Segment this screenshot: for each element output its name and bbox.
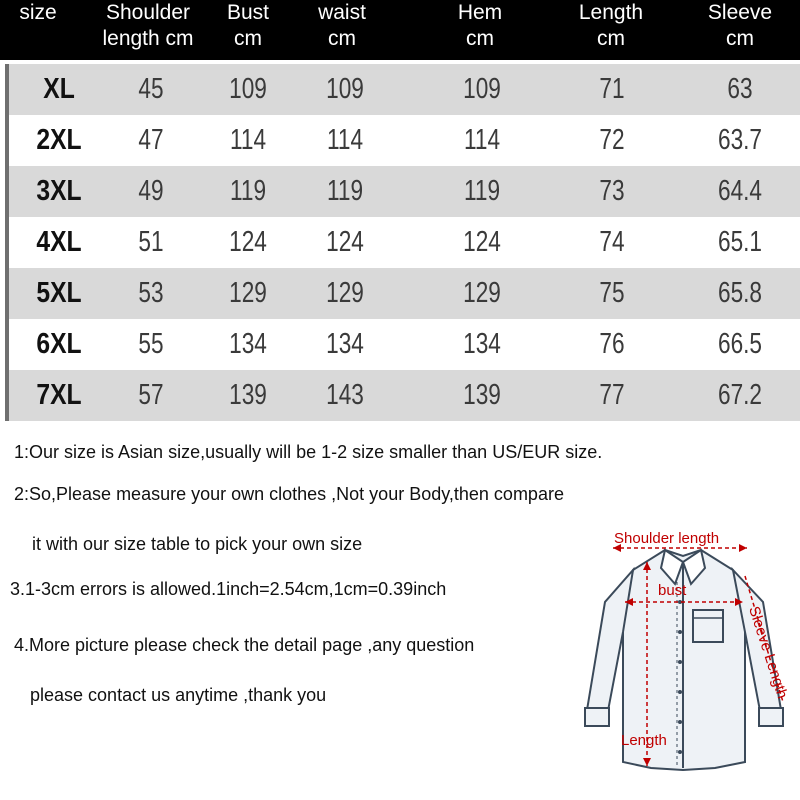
waist-cell: 134 [326, 328, 364, 360]
hem-cell: 139 [463, 379, 501, 411]
length-cell: 73 [599, 175, 625, 207]
waist-cell: 109 [326, 73, 364, 105]
bust-cell: 124 [229, 226, 267, 258]
table-row [9, 319, 800, 370]
hem-cell: 129 [463, 277, 501, 309]
bust-cell: 114 [229, 124, 267, 156]
waist-cell: 114 [326, 124, 364, 156]
size-cell: 2XL [36, 124, 82, 156]
length-cell: 75 [599, 277, 625, 309]
header-bust: Bust cm [226, 1, 270, 50]
table-row [9, 64, 800, 115]
length-cell: 72 [599, 124, 625, 156]
sleeve-cell: 66.5 [717, 328, 763, 360]
note-compare-table: it with our size table to pick your own size [32, 534, 363, 554]
shoulder-cell: 45 [138, 73, 164, 105]
table-row [9, 115, 800, 166]
size-cell: 4XL [36, 226, 82, 258]
size-table-header [0, 0, 800, 60]
length-cell: 76 [599, 328, 625, 360]
sleeve-cell: 63.7 [717, 124, 763, 156]
hem-cell: 134 [463, 328, 501, 360]
waist-cell: 143 [326, 379, 364, 411]
note-contact-us: please contact us anytime ,thank you [30, 685, 327, 705]
size-cell: XL [43, 73, 75, 105]
sleeve-length-label: Sleeve Length [745, 604, 791, 701]
waist-cell: 124 [326, 226, 364, 258]
shoulder-cell: 53 [138, 277, 164, 309]
header-shoulder: Shoulder length cm [102, 1, 194, 50]
shoulder-cell: 51 [138, 226, 164, 258]
table-row [9, 268, 800, 319]
size-cell: 6XL [36, 328, 82, 360]
shoulder-length-label: Shoulder length [614, 530, 720, 547]
note-errors-allowed: 3.1-3cm errors is allowed.1inch=2.54cm,1cm=0.39inch [10, 579, 447, 599]
length-cell: 74 [599, 226, 625, 258]
shoulder-cell: 57 [138, 379, 164, 411]
waist-cell: 119 [326, 175, 364, 207]
header-size: size [19, 1, 57, 24]
size-cell: 7XL [36, 379, 82, 411]
bust-cell: 109 [229, 73, 267, 105]
length-cell: 71 [599, 73, 625, 105]
hem-cell: 109 [463, 73, 501, 105]
header-waist: waist cm [318, 1, 366, 50]
length-label: Length [621, 732, 667, 749]
sleeve-cell: 64.4 [717, 175, 763, 207]
sleeve-cell: 65.8 [717, 277, 763, 309]
size-cell: 5XL [36, 277, 82, 309]
header-sleeve: Sleeve cm [707, 1, 773, 50]
size-table [5, 64, 800, 421]
waist-cell: 129 [326, 277, 364, 309]
sleeve-cell: 67.2 [717, 379, 763, 411]
shoulder-cell: 47 [138, 124, 164, 156]
hem-cell: 114 [463, 124, 501, 156]
sleeve-cell: 63 [727, 73, 753, 105]
header-length: Length cm [578, 1, 644, 50]
header-hem: Hem cm [457, 1, 503, 50]
bust-label: bust [658, 582, 687, 599]
shoulder-cell: 49 [138, 175, 164, 207]
table-row [9, 217, 800, 268]
note-measure-clothes: 2:So,Please measure your own clothes ,Not your Body,then compare [14, 484, 564, 504]
note-asian-size: 1:Our size is Asian size,usually will be 1-2 size smaller than US/EUR size. [14, 442, 603, 462]
bust-cell: 134 [229, 328, 267, 360]
bust-cell: 129 [229, 277, 267, 309]
hem-cell: 124 [463, 226, 501, 258]
bust-cell: 139 [229, 379, 267, 411]
hem-cell: 119 [463, 175, 501, 207]
shoulder-cell: 55 [138, 328, 164, 360]
table-row [9, 370, 800, 421]
sleeve-cell: 65.1 [717, 226, 763, 258]
table-row [9, 166, 800, 217]
size-cell: 3XL [36, 175, 82, 207]
length-cell: 77 [599, 379, 625, 411]
bust-cell: 119 [229, 175, 267, 207]
note-more-pictures: 4.More picture please check the detail page ,any question [14, 635, 475, 655]
